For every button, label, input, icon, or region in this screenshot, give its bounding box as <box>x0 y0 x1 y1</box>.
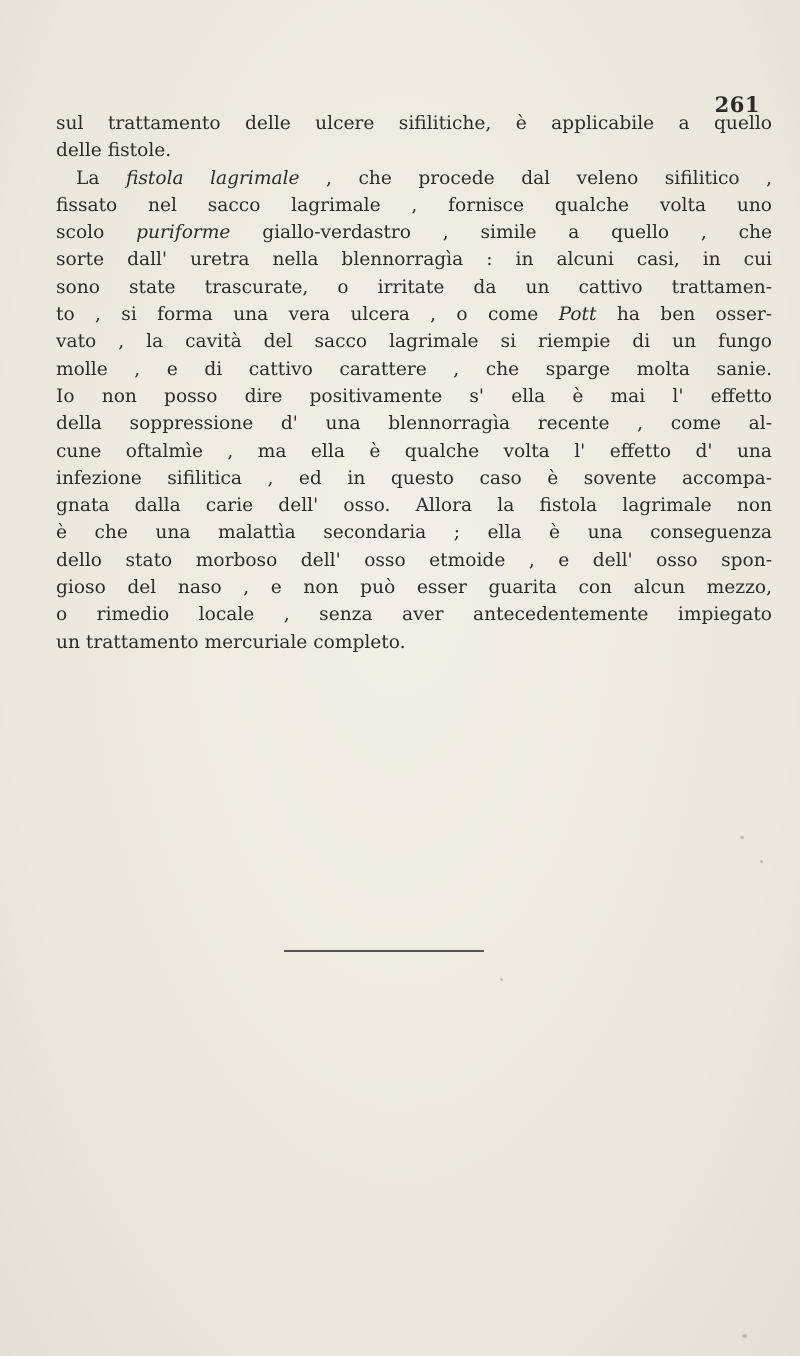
text-line <box>56 601 772 628</box>
text-segment: fissato nel sacco lagrimale , fornisce qualche volta uno <box>56 194 772 216</box>
text-line <box>56 547 772 574</box>
text-segment: ha ben osser- <box>596 304 772 326</box>
paper-speck <box>760 860 763 863</box>
body-text <box>56 110 772 656</box>
italic-term: fistola lagrimale <box>125 167 300 189</box>
italic-term: puriforme <box>136 222 231 244</box>
text-segment: giallo-verdastro , simile a quello , che <box>230 222 773 244</box>
text-segment: molle , e di cattivo carattere , che sparge molta sanie. <box>56 358 772 380</box>
paper-speck <box>740 836 744 839</box>
text-line <box>56 274 772 301</box>
text-segment: gnata dalla carie dell' osso. Allora la fistola lagrimale non <box>56 495 772 517</box>
text-line <box>56 165 772 192</box>
text-segment: sono state trascurate, o irritate da un cattivo trattamen- <box>56 276 772 298</box>
text-line <box>56 383 772 410</box>
text-segment: gioso del naso , e non può esser guarita con alcun mezzo, <box>56 577 772 599</box>
text-segment: cune oftalmìe , ma ella è qualche volta l' effetto d' una <box>56 440 772 462</box>
text-line <box>56 438 772 465</box>
text-line <box>56 356 772 383</box>
text-line <box>56 519 772 546</box>
text-line <box>56 328 772 355</box>
text-segment: , che procede dal veleno sifilitico , <box>299 167 772 189</box>
text-line <box>56 301 772 328</box>
text-line <box>56 192 772 219</box>
text-segment: è che una malattìa secondaria ; ella è una conseguenza <box>56 522 772 544</box>
text-line <box>56 137 772 164</box>
text-line <box>56 246 772 273</box>
text-line <box>56 110 772 137</box>
text-segment: infezione sifilitica , ed in questo caso è sovente accompa- <box>56 467 772 489</box>
text-segment: to , si forma una vera ulcera , o come <box>56 304 559 326</box>
text-segment: sorte dall' uretra nella blennorragìa : in alcuni casi, in cui <box>56 249 772 271</box>
text-line <box>56 465 772 492</box>
text-line <box>56 574 772 601</box>
text-line <box>56 492 772 519</box>
text-segment: della soppressione d' una blennorragìa recente , come al- <box>56 413 772 435</box>
page-number: 261 <box>714 92 760 117</box>
text-segment: La <box>76 167 126 189</box>
text-segment: scolo <box>56 222 137 244</box>
paper-speck <box>500 978 503 981</box>
text-segment: vato , la cavità del sacco lagrimale si riempie di un fungo <box>56 331 772 353</box>
text-line <box>56 410 772 437</box>
text-segment: dello stato morboso dell' osso etmoide , e dell' osso spon- <box>56 549 772 571</box>
section-rule <box>284 950 484 952</box>
text-segment: sul trattamento delle ulcere sifilitiche, è applicabile a quello <box>56 113 772 134</box>
text-segment: o rimedio locale , senza aver antecedentemente impiegato <box>56 604 772 626</box>
text-segment: Io non posso dire positivamente s' ella è mai l' effetto <box>56 385 772 407</box>
italic-term: Pott <box>558 304 597 326</box>
text-segment: delle fistole. <box>56 140 172 162</box>
paper-speck <box>742 1334 747 1338</box>
text-segment: un trattamento mercuriale completo. <box>56 631 406 653</box>
text-line <box>56 219 772 246</box>
text-line <box>56 629 772 656</box>
